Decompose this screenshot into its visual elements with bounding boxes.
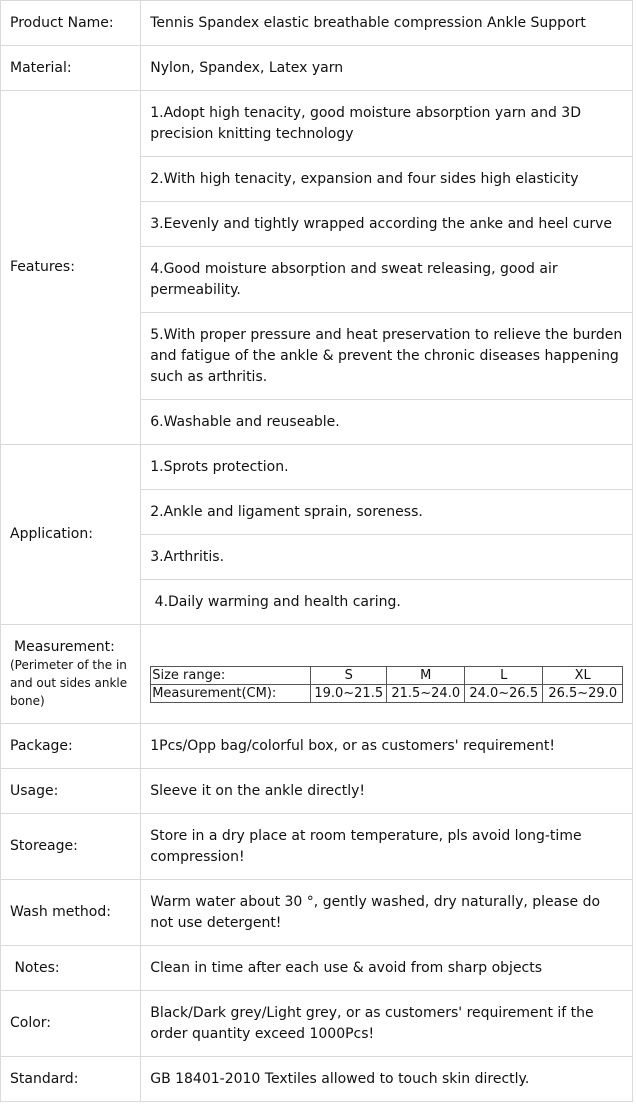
size-table-row [151,684,623,702]
value-package: 1Pcs/Opp bag/colorful box, or as customers' requirement! [141,724,633,769]
size-table-header [151,666,623,684]
row-package [1,724,633,769]
size-value-s: 19.0~21.5 [311,684,387,702]
value-color: Black/Dark grey/Light grey, or as customers' requirement if the order quantity exceed 1000Pcs! [141,991,633,1057]
measurement-sublabel: (Perimeter of the in and out sides ankle bone) [10,658,128,708]
label-wash-method: Wash method: [1,880,141,946]
row-color [1,991,633,1057]
feature-item-5: 5.With proper pressure and heat preservation to relieve the burden and fatigue of the ankle & prevent the chronic diseases happening such as arthritis. [141,313,633,400]
value-usage: Sleeve it on the ankle directly! [141,769,633,814]
label-standard: Standard: [1,1057,141,1102]
size-row-label: Measurement(CM): [151,684,311,702]
size-header-l: L [465,666,543,684]
row-material [1,46,633,91]
application-item-3: 3.Arthritis. [141,535,633,580]
label-usage: Usage: [1,769,141,814]
label-material: Material: [1,46,141,91]
row-feature-1 [1,91,633,157]
measurement-value-cell [141,625,633,724]
feature-item-6: 6.Washable and reuseable. [141,400,633,445]
value-storage: Store in a dry place at room temperature, pls avoid long-time compression! [141,814,633,880]
value-standard: GB 18401-2010 Textiles allowed to touch skin directly. [141,1057,633,1102]
feature-item-4: 4.Good moisture absorption and sweat releasing, good air permeability. [141,247,633,313]
row-standard [1,1057,633,1102]
label-color: Color: [1,991,141,1057]
feature-item-3: 3.Eevenly and tightly wrapped according the anke and heel curve [141,202,633,247]
application-item-2: 2.Ankle and ligament sprain, soreness. [141,490,633,535]
label-measurement: Measurement: [14,639,115,655]
row-wash-method [1,880,633,946]
row-notes [1,946,633,991]
feature-item-1: 1.Adopt high tenacity, good moisture absorption yarn and 3D precision knitting technology [141,91,633,157]
row-usage [1,769,633,814]
size-value-m: 21.5~24.0 [387,684,465,702]
label-notes: Notes: [1,946,141,991]
value-material: Nylon, Spandex, Latex yarn [141,46,633,91]
size-value-l: 24.0~26.5 [465,684,543,702]
value-wash-method: Warm water about 30 °, gently washed, dry naturally, please do not use detergent! [141,880,633,946]
feature-item-2: 2.With high tenacity, expansion and four sides high elasticity [141,157,633,202]
value-notes: Clean in time after each use & avoid from sharp objects [141,946,633,991]
size-table [150,666,623,703]
row-storage [1,814,633,880]
value-product-name: Tennis Spandex elastic breathable compression Ankle Support [141,1,633,46]
application-item-1: 1.Sprots protection. [141,445,633,490]
size-value-xl: 26.5~29.0 [543,684,623,702]
label-package: Package: [1,724,141,769]
label-features: Features: [1,91,141,445]
measurement-label-cell [1,625,141,724]
label-application: Application: [1,445,141,625]
size-header-m: M [387,666,465,684]
row-measurement [1,625,633,724]
label-product-name: Product Name: [1,1,141,46]
label-storage: Storeage: [1,814,141,880]
size-header-xl: XL [543,666,623,684]
size-header-s: S [311,666,387,684]
row-application-1 [1,445,633,490]
size-header-label: Size range: [151,666,311,684]
application-item-4: 4.Daily warming and health caring. [141,580,633,625]
row-product-name [1,1,633,46]
